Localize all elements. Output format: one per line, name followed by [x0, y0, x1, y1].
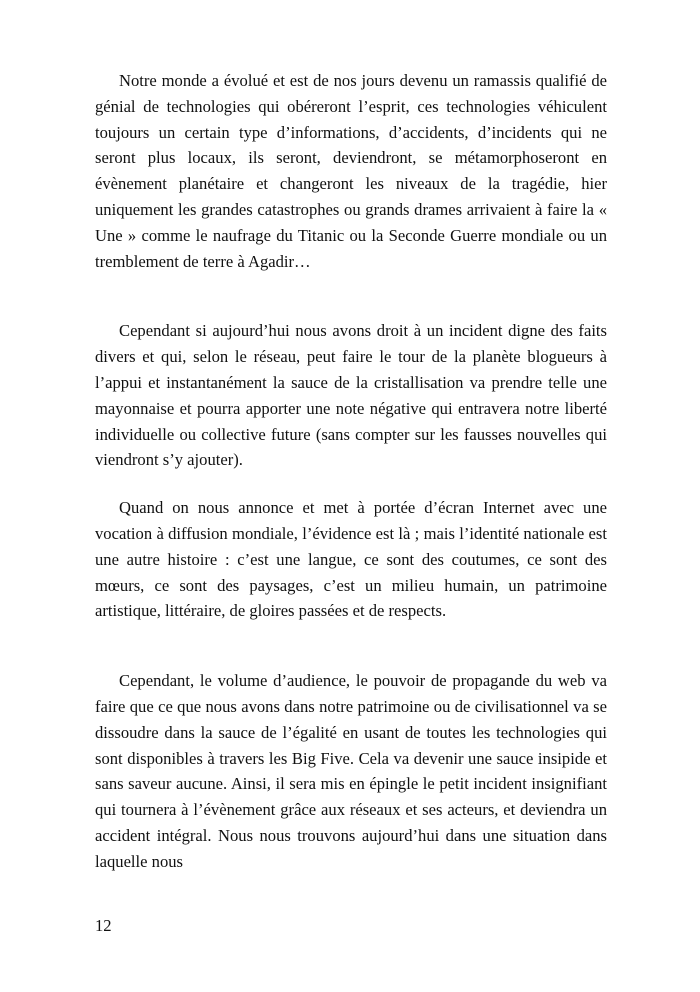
page-number: 12: [95, 916, 112, 935]
paragraph-2: Cependant si aujourd’hui nous avons droit à un incident digne des faits divers et qui, selon le réseau, peut faire le tour de la planète blogueurs à l’appui et instantanément la sauce de la cristallisation va prendre telle une mayonnaise et pourra apporter une note négative qui entravera notre liberté individuelle ou collective future (sans compter sur les fausses nouvelles qui viendront s’y ajouter).: [95, 321, 607, 470]
paragraph-4: Cependant, le volume d’audience, le pouvoir de propagande du web va faire que ce que nous avons dans notre patrimoine ou de civilisationnel va se dissoudre dans la sauce de l’égalité en usant de toutes les technologies qui sont disponibles à travers les Big Five. Cela va devenir une sauce insipide et sans saveur aucune. Ainsi, il sera mis en épingle le petit incident insignifiant qui tournera à l’évènement grâce aux réseaux et ses acteurs, et deviendra un accident intégral. Nous nous trouvons aujourd’hui dans une situation dans laquelle nous: [95, 671, 607, 871]
paragraph-gap: [95, 624, 607, 668]
page-body: [95, 68, 607, 875]
paragraph-3: Quand on nous annonce et met à portée d’écran Internet avec une vocation à diffusion mondiale, l’évidence est là ; mais l’identité nationale est une autre histoire : c’est une langue, ce sont des coutumes, ce sont des mœurs, ce sont des paysages, c’est un milieu humain, un patrimoine artistique, littéraire, de gloires passées et de respects.: [95, 498, 607, 621]
paragraph-gap: [95, 473, 607, 495]
paragraph-1: Notre monde a évolué et est de nos jours devenu un ramassis qualifié de génial de technologies qui obéreront l’esprit, ces technologies véhiculent toujours un certain type d’informations, d’accidents, d’incidents qui ne seront plus locaux, ils seront, deviendront, se métamorphoseront en évènement planétaire et changeront les niveaux de la tragédie, hier uniquement les grandes catastrophes ou grands drames arrivaient à faire la « Une » comme le naufrage du Titanic ou la Seconde Guerre mondiale ou un tremblement de terre à Agadir…: [95, 71, 607, 271]
paragraph-gap: [95, 274, 607, 318]
